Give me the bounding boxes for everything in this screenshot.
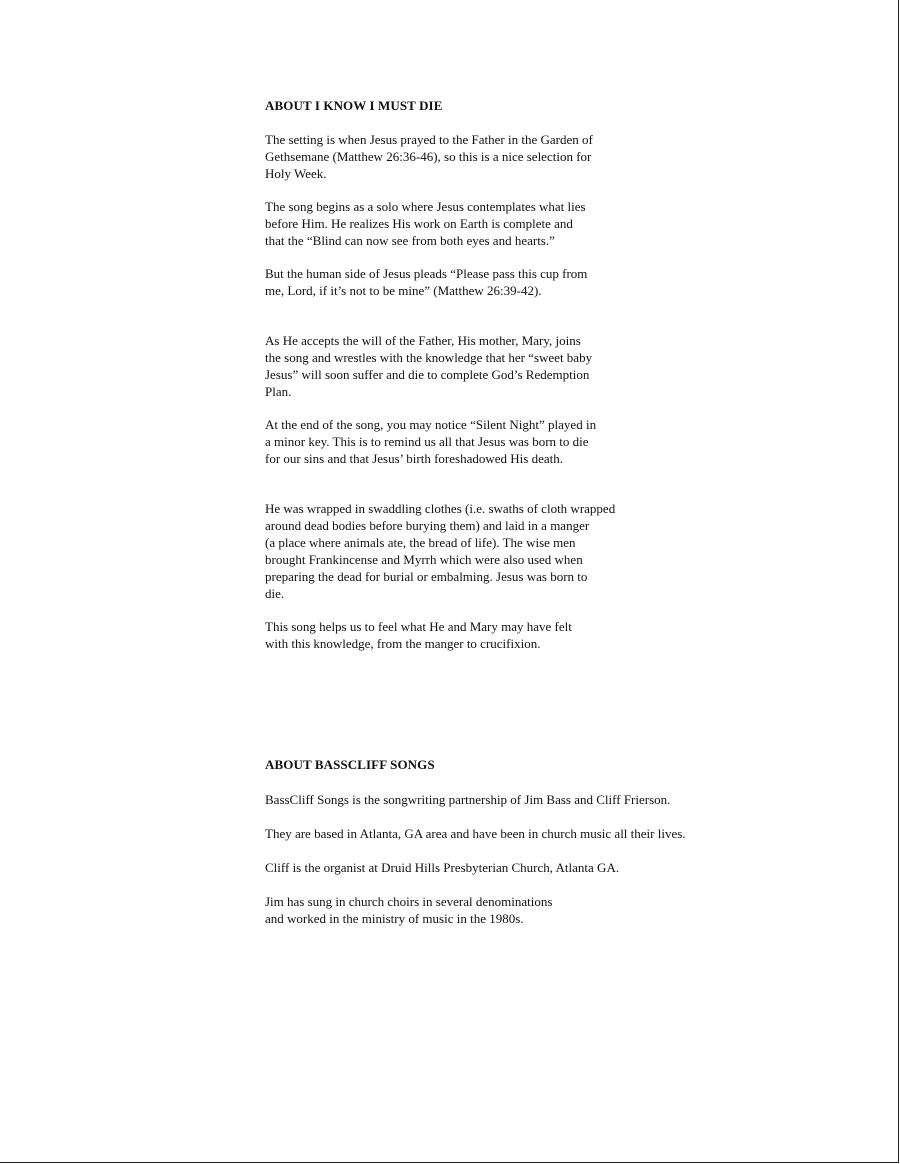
about-song-paragraph-mary: As He accepts the will of the Father, His mother, Mary, joins the song and wrestles with the knowledge that her “sweet baby Jesus” will soon suffer and die to complete God’s Redemption Plan. [265, 333, 593, 399]
about-basscliff-paragraph-cliff: Cliff is the organist at Druid Hills Presbyterian Church, Atlanta GA. [265, 860, 620, 875]
about-song-paragraph-silent-night: At the end of the song, you may notice “Silent Night” played in a minor key. This is to remind us all that Jesus was born to die for our sins and that Jesus’ birth foreshadowed His death. [265, 417, 597, 466]
about-song-heading: ABOUT I KNOW I MUST DIE [265, 98, 443, 113]
about-basscliff-paragraph-partnership: BassCliff Songs is the songwriting partnership of Jim Bass and Cliff Frierson. [265, 792, 671, 807]
about-song-paragraph-swaddling: He was wrapped in swaddling clothes (i.e. swaths of cloth wrapped around dead bodies before burying them) and laid in a manger (a place where animals ate, the bread of life). The wise men brought Frankincense and Myrrh which were also used when preparing the dead for burial or embalming. Jesus was born to die. [265, 501, 616, 601]
about-song-paragraph-feel: This song helps us to feel what He and Mary may have felt with this knowledge, from the manger to crucifixion. [265, 619, 572, 651]
about-basscliff-section [265, 756, 885, 927]
about-basscliff-heading: ABOUT BASSCLIFF SONGS [265, 757, 435, 772]
about-song-paragraph-setting: The setting is when Jesus prayed to the Father in the Garden of Gethsemane (Matthew 26:36-46), so this is a nice selection for Holy Week. [265, 132, 593, 181]
about-song-section [265, 97, 885, 652]
about-basscliff-paragraph-jim: Jim has sung in church choirs in several denominations and worked in the ministry of music in the 1980s. [265, 894, 553, 926]
about-song-paragraph-solo: The song begins as a solo where Jesus contemplates what lies before Him. He realizes His work on Earth is complete and that the “Blind can now see from both eyes and hearts.” [265, 199, 586, 248]
about-basscliff-paragraph-atlanta: They are based in Atlanta, GA area and have been in church music all their lives. [265, 826, 686, 841]
about-song-paragraph-human-side: But the human side of Jesus pleads “Please pass this cup from me, Lord, if it’s not to be mine” (Matthew 26:39-42). [265, 266, 588, 298]
